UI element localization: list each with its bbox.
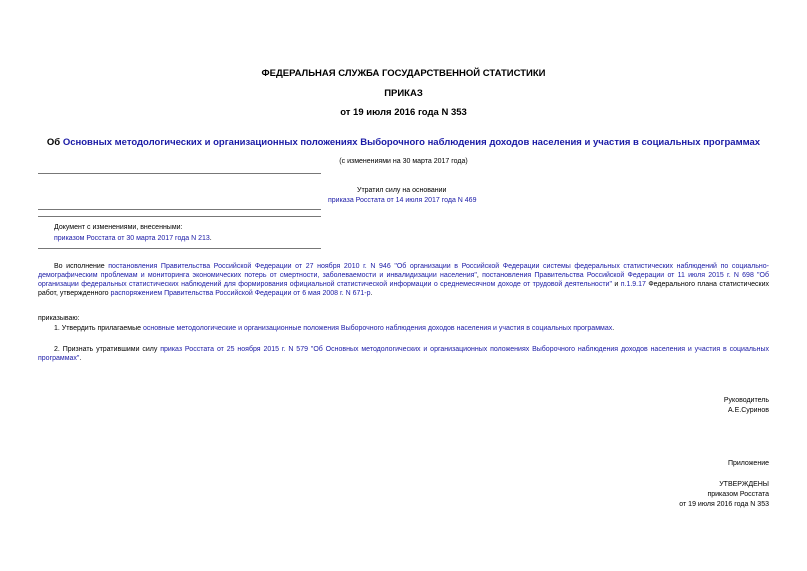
changes-order-link[interactable]: приказом Росстата от 30 марта 2017 года N 213 bbox=[54, 235, 210, 242]
item-1-link[interactable]: основные методологические и организационные положения Выборочного наблюдения доходов населения и участия в социальных программах bbox=[142, 325, 613, 332]
preamble-text: . bbox=[370, 290, 373, 297]
order-671r-link[interactable]: распоряжением Правительства Российской Федерации от 6 мая 2008 г. N 671-р bbox=[110, 290, 371, 297]
item-2 bbox=[38, 345, 769, 363]
item-2-prefix: 2. Признать утратившими силу bbox=[54, 346, 161, 353]
approved-label: УТВЕРЖДЕНЫ bbox=[719, 481, 769, 488]
divider bbox=[38, 209, 321, 210]
divider bbox=[38, 216, 321, 217]
preamble-text: , bbox=[476, 272, 483, 279]
changes-link-suffix: . bbox=[209, 235, 212, 242]
repeal-order-link[interactable]: приказа Росстата от 14 июля 2017 года N 469 bbox=[328, 197, 477, 204]
repeal-status-text: Утратил силу на основании bbox=[357, 187, 447, 194]
agency-heading: ФЕДЕРАЛЬНАЯ СЛУЖБА ГОСУДАРСТВЕННОЙ СТАТИСТИКИ bbox=[261, 68, 546, 79]
item-1-prefix: 1. Утвердить прилагаемые bbox=[54, 325, 143, 332]
divider bbox=[38, 248, 321, 249]
item-2-suffix: . bbox=[79, 355, 82, 362]
approved-by-order: приказом Росстата bbox=[707, 491, 769, 498]
preamble-text: и bbox=[611, 281, 621, 288]
orders-word: приказываю: bbox=[38, 315, 80, 322]
plan-item-link[interactable]: п.1.9.17 bbox=[620, 281, 646, 288]
document-title bbox=[40, 137, 767, 148]
repeal-order-link-wrap bbox=[328, 196, 476, 205]
item-1-suffix: . bbox=[612, 325, 615, 332]
changes-label: Документ с изменениями, внесенными: bbox=[54, 224, 183, 231]
decree-698-link[interactable]: постановления Правительства Российской Федерации от 11 июля 2015 г. N 698 "Об организации федеральных статистических наблюдений для формирования официальной статистической информации о среднемесячном доходе от трудовой деятельности" bbox=[38, 272, 769, 288]
doc-type-heading: ПРИКАЗ bbox=[384, 88, 423, 99]
decree-946-link[interactable]: постановления Правительства Российской Федерации от 27 ноября 2010 г. N 946 "Об организации в Российской Федерации системы федеральных статистических наблюдений по социально-демографическим проблемам и мониторинга экономических потерь от смертности, заболеваемости и инвалидизации населения" bbox=[38, 263, 769, 279]
signature-name: А.Е.Суринов bbox=[728, 407, 769, 414]
preamble-paragraph bbox=[38, 262, 769, 298]
preamble-text: Федерального плана статистических работ, утвержденного bbox=[38, 281, 769, 297]
signature-role: Руководитель bbox=[723, 397, 769, 404]
approved-date: от 19 июля 2016 года N 353 bbox=[679, 501, 769, 508]
item-1 bbox=[54, 324, 769, 333]
appendix-label: Приложение bbox=[727, 460, 769, 467]
divider bbox=[38, 173, 321, 174]
preamble-text: Во исполнение bbox=[54, 263, 109, 270]
changes-link-wrap bbox=[54, 234, 212, 243]
date-number-heading: от 19 июля 2016 года N 353 bbox=[340, 107, 467, 118]
item-2-link[interactable]: приказ Росстата от 25 ноября 2015 г. N 579 "Об Основных методологических и организационных положениях Выборочного наблюдения доходов населения и участия в социальных программах" bbox=[38, 346, 769, 362]
title-link[interactable]: Основных методологических и организационных положениях Выборочного наблюдения доходов населения и участия в социальных программах bbox=[62, 137, 761, 148]
amendments-note: (с изменениями на 30 марта 2017 года) bbox=[339, 158, 468, 165]
title-prefix: Об bbox=[46, 137, 63, 148]
